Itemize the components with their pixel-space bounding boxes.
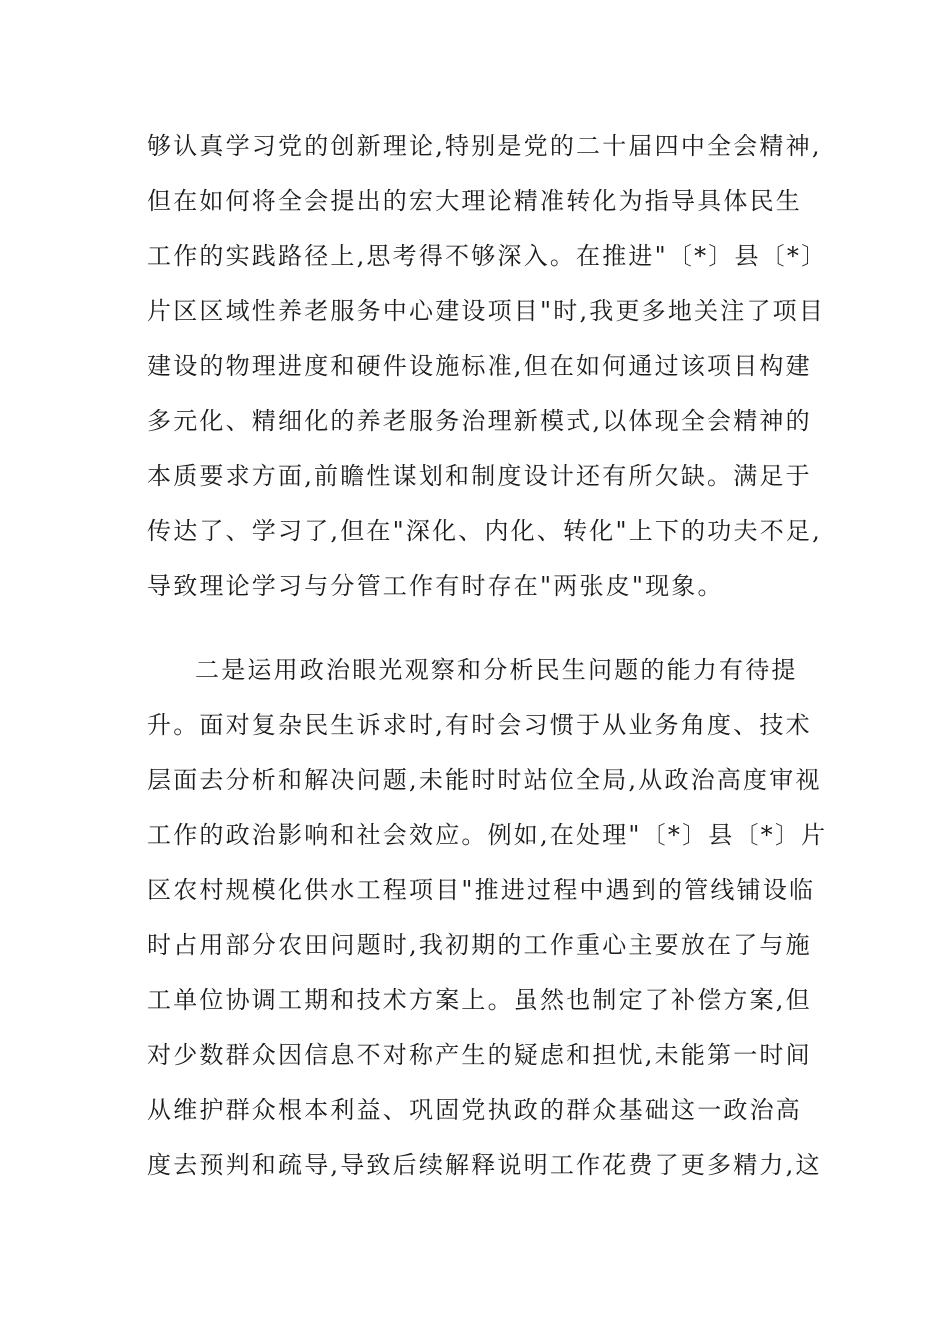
paragraph-1-line-8: 传达了、学习了,但在"深化、内化、转化"上下的功夫不足, <box>147 517 822 545</box>
paragraph-2-line-9: 从维护群众根本利益、巩固党执政的群众基础这一政治高 <box>147 1096 802 1124</box>
paragraph-2-line-5: 区农村规模化供水工程项目"推进过程中遇到的管线铺设临 <box>147 876 816 904</box>
paragraph-2-line-4: 工作的政治影响和社会效应。例如,在处理"〔*〕县〔*〕片 <box>147 821 828 849</box>
paragraph-2-line-1: 二是运用政治眼光观察和分析民生问题的能力有待提 <box>195 656 798 684</box>
paragraph-1-line-2: 但在如何将全会提出的宏大理论精准转化为指导具体民生 <box>147 187 802 215</box>
paragraph-2-line-6: 时占用部分农田问题时,我初期的工作重心主要放在了与施 <box>147 931 812 959</box>
paragraph-2-line-2: 升。面对复杂民生诉求时,有时会习惯于从业务角度、技术 <box>147 711 812 739</box>
paragraph-2-line-8: 对少数群众因信息不对称产生的疑虑和担忧,未能第一时间 <box>147 1041 812 1069</box>
paragraph-1-line-5: 建设的物理进度和硬件设施标准,但在如何通过该项目构建 <box>147 352 812 380</box>
paragraph-1-line-6: 多元化、精细化的养老服务治理新模式,以体现全会精神的 <box>147 407 812 435</box>
paragraph-2-line-3: 层面去分析和解决问题,未能时时站位全局,从政治高度审视 <box>147 766 822 794</box>
paragraph-2-line-7: 工单位协调工期和技术方案上。虽然也制定了补偿方案,但 <box>147 986 812 1014</box>
paragraph-1-line-9: 导致理论学习与分管工作有时存在"两张皮"现象。 <box>147 572 724 600</box>
paragraph-2-line-10: 度去预判和疏导,导致后续解释说明工作花费了更多精力,这 <box>147 1151 822 1179</box>
paragraph-1-line-4: 片区区域性养老服务中心建设项目"时,我更多地关注了项目 <box>147 297 826 325</box>
paragraph-1-line-7: 本质要求方面,前瞻性谋划和制度设计还有所欠缺。满足于 <box>147 462 812 490</box>
paragraph-1-line-1: 够认真学习党的创新理论,特别是党的二十届四中全会精神, <box>147 132 822 160</box>
paragraph-1-line-3: 工作的实践路径上,思考得不够深入。在推进"〔*〕县〔*〕 <box>147 242 828 270</box>
